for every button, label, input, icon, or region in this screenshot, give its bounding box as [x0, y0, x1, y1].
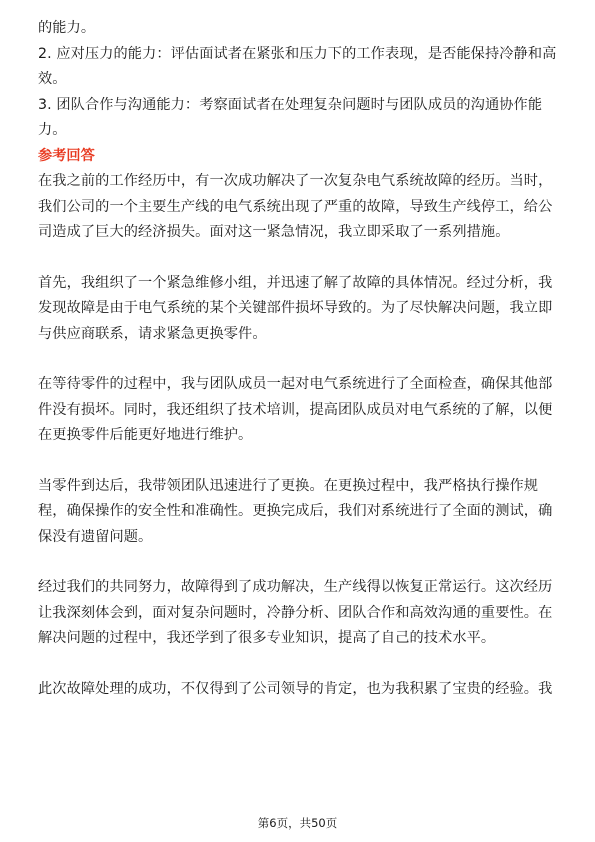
answer-paragraph-5: 经过我们的共同努力，故障得到了成功解决，生产线得以恢复正常运行。这次经历让我深刻体会到，面对复杂问题时，冷静分析、团队合作和高效沟通的重要性。在解决问题的过程中，我还学到了很多专业知识，提高了自己的技术水平。 [38, 579, 553, 646]
answer-paragraph-4: 当零件到达后，我带领团队迅速进行了更换。在更换过程中，我严格执行操作规程，确保操作的安全性和准确性。更换完成后，我们对系统进行了全面的测试，确保没有遗留问题。 [38, 477, 553, 545]
question-item-3: 3. 团队合作与沟通能力：考察面试者在处理复杂问题时与团队成员的沟通协作能力。 [38, 96, 543, 138]
answer-paragraph-3: 在等待零件的过程中，我与团队成员一起对电气系统进行了全面检查，确保其他部件没有损坏。同时，我还组织了技术培训，提高团队成员对电气系统的了解，以便在更换零件后能更好地进行维护。 [38, 376, 553, 443]
document-body [38, 16, 560, 702]
answer-paragraph-6: 此次故障处理的成功，不仅得到了公司领导的肯定，也为我积累了宝贵的经验。我 [38, 680, 553, 697]
answer-paragraph-2: 首先，我组织了一个紧急维修小组，并迅速了解了故障的具体情况。经过分析，我发现故障是由于电气系统的某个关键部件损坏导致的。为了尽快解决问题，我立即与供应商联系，请求紧急更换零件。 [38, 274, 553, 342]
continued-line: 的能力。 [38, 20, 96, 36]
page-number: 第6页，共50页 [257, 816, 338, 830]
question-item-2: 2. 应对压力的能力：评估面试者在紧张和压力下的工作表现，是否能保持冷静和高效。 [38, 45, 557, 87]
reference-answer-title: 参考回答 [38, 147, 95, 164]
answer-paragraph-1: 在我之前的工作经历中，有一次成功解决了一次复杂电气系统故障的经历。当时，我们公司的一个主要生产线的电气系统出现了严重的故障，导致生产线停工，给公司造成了巨大的经济损失。面对这一紧急情况，我立即采取了一系列措施。 [38, 173, 553, 240]
